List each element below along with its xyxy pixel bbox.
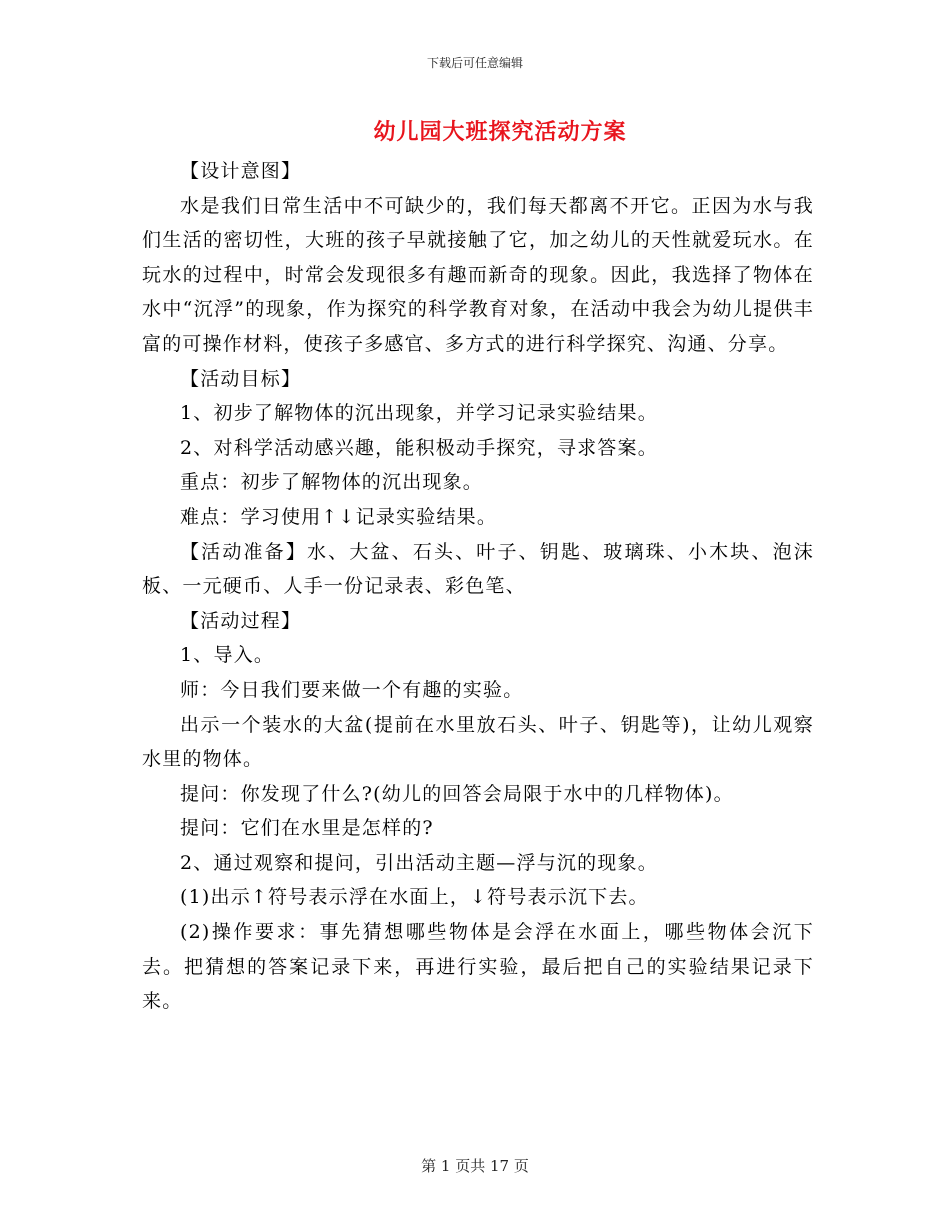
process-step-1: 1、导入。 [180,644,275,667]
process-line: 师：今日我们要来做一个有趣的实验。 [180,678,524,701]
process-line: 提问：它们在水里是怎样的? [180,817,434,840]
section-heading-goals: 【活动目标】 [180,367,302,390]
process-line: 提问：你发现了什么?(幼儿的回答会局限于水中的几样物体)。 [180,782,734,805]
process-substep-1: (1)出示↑符号表示浮在水面上，↓符号表示沉下去。 [180,886,649,909]
paragraph-design-intent: 水是我们日常生活中不可缺少的，我们每天都离不开它。正因为水与我们生活的密切性，大班的孩子早就接触了它，加之幼儿的天性就爱玩水。在玩水的过程中，时常会发现很多有趣而新奇的现象。因此，我选择了物体在水中“沉浮”的现象，作为探究的科学教育对象，在活动中我会为幼儿提供丰富的可操作材料，使孩子多感官、多方式的进行科学探究、沟通、分享。 [142,194,814,355]
section-heading-design-intent: 【设计意图】 [180,160,302,182]
difficult-point: 难点：学习使用↑↓记录实验结果。 [180,505,498,528]
document-title: 幼儿园大班探究活动方案 [373,119,627,145]
process-step-2: 2、通过观察和提问，引出活动主题—浮与沉的现象。 [180,851,658,874]
paragraph-preparation: 【活动准备】水、大盆、石头、叶子、钥匙、玻璃珠、小木块、泡沫板、一元硬币、人手一份记录表、彩色笔、 [142,540,814,598]
page-footer: 第 1 页共 17 页 [421,1157,529,1175]
section-heading-process: 【活动过程】 [180,609,302,632]
document-body [142,154,814,1019]
goal-item-2: 2、对科学活动感兴趣，能积极动手探究，寻求答案。 [180,436,658,459]
header-note: 下载后可任意编辑 [426,56,523,70]
process-substep-2: (2)操作要求：事先猜想哪些物体是会浮在水面上，哪些物体会沉下去。把猜想的答案记录下来，再进行实验，最后把自己的实验结果记录下来。 [142,921,814,1013]
key-point: 重点：初步了解物体的沉出现象。 [180,471,484,494]
process-line: 出示一个装水的大盆(提前在水里放石头、叶子、钥匙等)，让幼儿观察水里的物体。 [142,713,814,771]
goal-item-1: 1、初步了解物体的沉出现象，并学习记录实验结果。 [180,402,658,425]
